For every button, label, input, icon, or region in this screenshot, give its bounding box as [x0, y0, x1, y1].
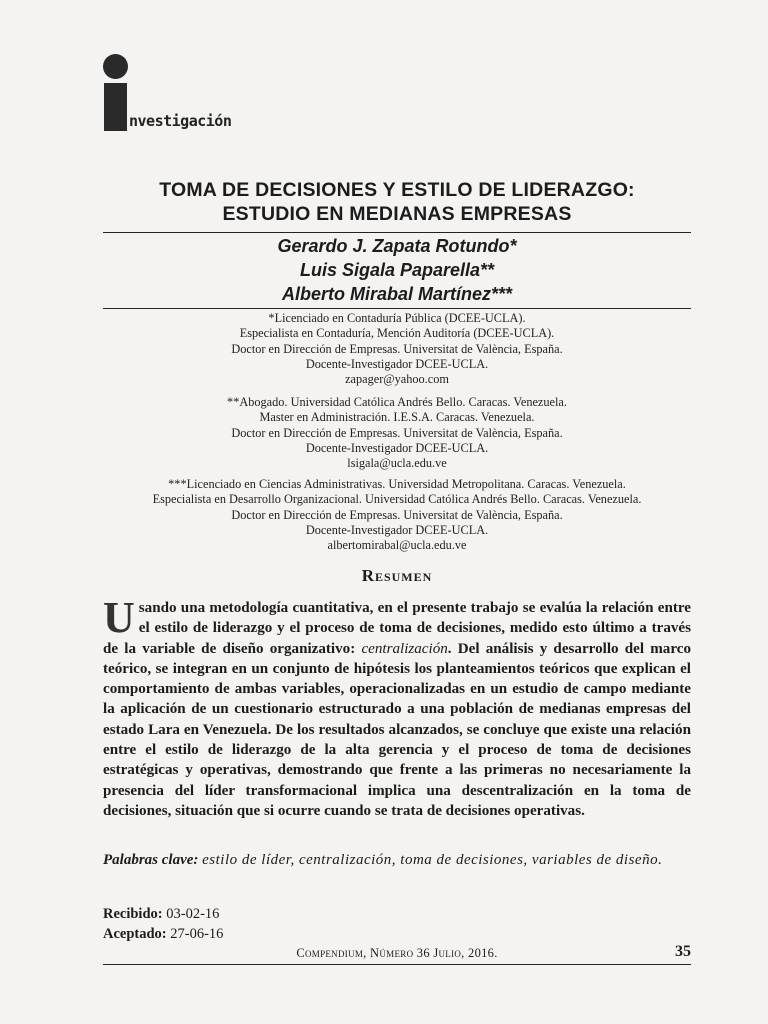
affiliation-line: Doctor en Dirección de Empresas. Universitat de València, España. — [231, 425, 563, 440]
accepted-date-row — [103, 924, 223, 944]
title-line-2: ESTUDIO EN MEDIANAS EMPRESAS — [222, 203, 572, 225]
affiliation-2 — [103, 395, 691, 471]
affiliation-email: albertomirabal@ucla.edu.ve — [327, 538, 467, 553]
logo-i-stem — [104, 83, 127, 131]
section-label: nvestigación — [129, 112, 232, 130]
author-1: Gerardo J. Zapata Rotundo* — [277, 236, 517, 256]
title-rule — [103, 232, 691, 233]
footer-rule — [103, 964, 691, 965]
affiliation-line: Doctor en Dirección de Empresas. Universitat de València, España. — [231, 341, 563, 356]
affiliation-1 — [103, 311, 691, 387]
title-line-1: TOMA DE DECISIONES Y ESTILO DE LIDERAZGO: — [159, 179, 635, 201]
affiliation-line: *Licenciado en Contaduría Pública (DCEE-UCLA). — [268, 311, 526, 325]
keywords-label: Palabras clave: — [103, 852, 199, 868]
affiliation-line: Docente-Investigador DCEE-UCLA. — [305, 440, 489, 455]
affiliation-line: Doctor en Dirección de Empresas. Universitat de València, España. — [231, 507, 563, 522]
author-list — [103, 234, 691, 306]
keywords — [103, 850, 691, 870]
affiliation-line: Especialista en Contaduría, Mención Auditoría (DCEE-UCLA). — [239, 326, 555, 341]
affiliation-3 — [103, 477, 691, 553]
abstract-text-1: sando una metodología cuantitativa, en el presente trabajo se evalúa la relación entre el estilo de liderazgo y el proceso de toma de decisiones, medido esto último a través de la variable de diseño organizativo: — [103, 600, 691, 657]
page-number: 35 — [675, 943, 691, 960]
affiliation-line: **Abogado. Universidad Católica Andrés Bello. Caracas. Venezuela. — [227, 395, 567, 409]
abstract-italic-term: centralización — [361, 640, 448, 657]
affiliation-line: Master en Administración. I.E.S.A. Caracas. Venezuela. — [259, 410, 535, 425]
author-3: Alberto Mirabal Martínez*** — [281, 284, 513, 304]
article-dates — [103, 904, 223, 944]
abstract-text-2: . Del análisis y desarrollo del marco teórico, se integran en un conjunto de hipótesis los planteamientos teóricos que explican el comportamiento de ambas variables, operacionalizadas en un estudio de campo mediante la aplicación de un cuestionario estructurado a una población de medianas empresas del estado Lara en Venezuela. De los resultados alcanzados, se concluye que existe una relación entre el estilo de liderazgo de la alta gerencia y el proceso de toma de decisiones estratégicas y operativas, demostrando que frente a las primeras no necesariamente la presencia del líder transformacional implica una descentralización en la toma de decisiones, situación que si ocurre cuando se trata de decisiones operativas. — [103, 640, 691, 819]
affiliation-line: Especialista en Desarrollo Organizacional. Universidad Católica Andrés Bello. Caracas. Venezuela. — [152, 492, 642, 507]
section-logo — [103, 54, 243, 134]
affiliation-line: Docente-Investigador DCEE-UCLA. — [305, 356, 489, 371]
accepted-date: 27-06-16 — [170, 926, 224, 942]
journal-footer: Compendium, Número 36 Julio, 2016. — [296, 946, 498, 960]
article-title — [103, 178, 691, 226]
received-date-row — [103, 904, 223, 924]
authors-rule — [103, 308, 691, 309]
accepted-label: Aceptado: — [103, 926, 167, 942]
affiliation-line: ***Licenciado en Ciencias Administrativas. Universidad Metropolitana. Caracas. Venezuela. — [168, 477, 626, 491]
author-2: Luis Sigala Paparella** — [299, 260, 495, 280]
abstract-body — [103, 593, 691, 821]
affiliation-email: zapager@yahoo.com — [345, 372, 449, 387]
keywords-text: estilo de líder, centralización, toma de decisiones, variables de diseño. — [202, 852, 663, 868]
affiliation-email: lsigala@ucla.edu.ve — [347, 456, 447, 471]
affiliation-line: Docente-Investigador DCEE-UCLA. — [305, 522, 489, 537]
logo-i-dot — [103, 54, 128, 79]
received-label: Recibido: — [103, 906, 163, 922]
received-date: 03-02-16 — [166, 906, 220, 922]
abstract-dropcap: U — [103, 593, 135, 642]
abstract-heading: Resumen — [361, 566, 433, 585]
